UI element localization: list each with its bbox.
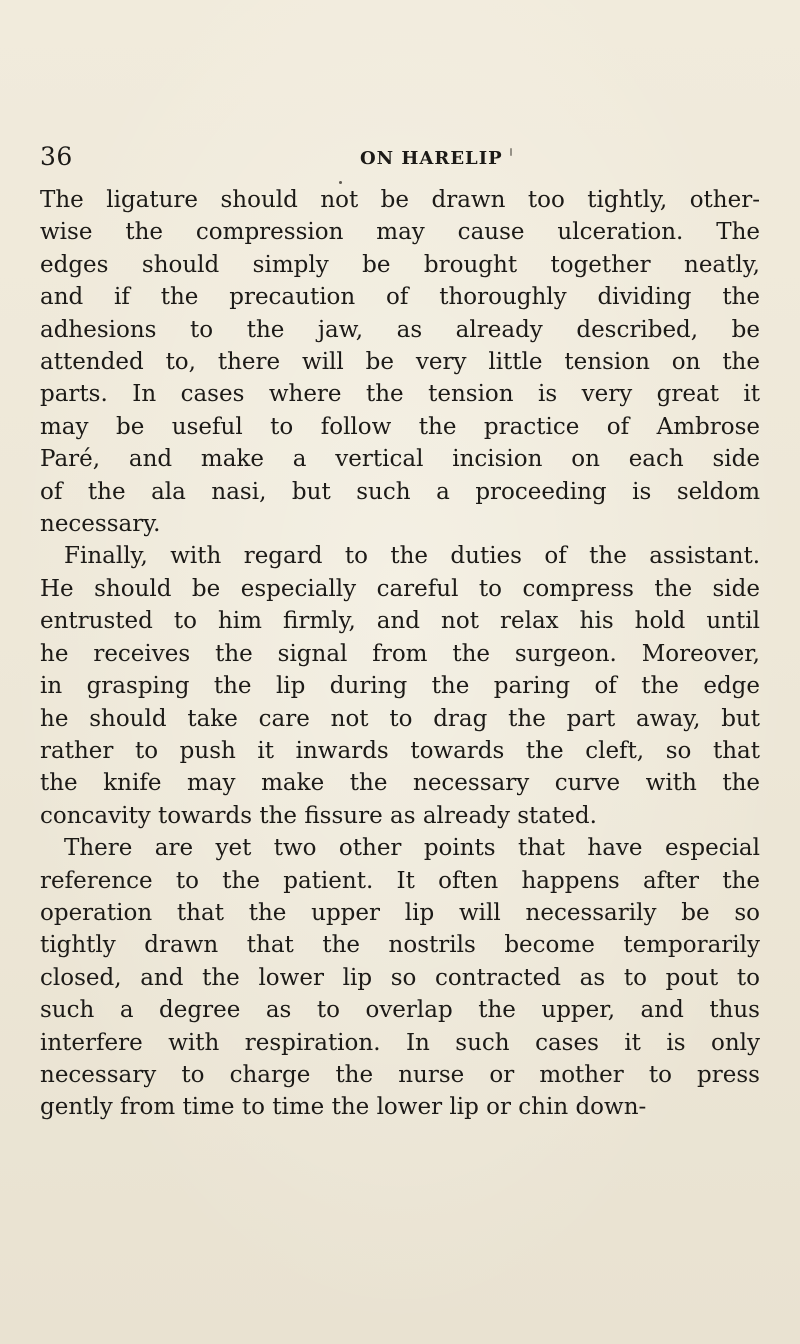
text-line: reference to the patient. It often happens after the <box>40 867 760 894</box>
text-line: he should take care not to drag the part away, but <box>40 705 760 732</box>
text-line: concavity towards the fissure as already stated. <box>40 802 597 829</box>
paragraph-2 <box>40 540 760 832</box>
text-line: he receives the signal from the surgeon. Moreover, <box>40 640 760 667</box>
text-line: The ligature should not be drawn too tightly, other- <box>40 187 760 213</box>
print-speck <box>510 148 512 156</box>
text-line: necessary. <box>40 511 161 538</box>
text-line: There are yet two other points that have especial <box>64 835 760 862</box>
text-line: rather to push it inwards towards the cleft, so that <box>40 737 760 764</box>
text-line: tightly drawn that the nostrils become temporarily <box>40 932 760 959</box>
text-line: of the ala nasi, but such a proceeding is seldom <box>40 478 760 505</box>
text-line: in grasping the lip during the paring of the edge <box>40 673 760 700</box>
text-line: entrusted to him firmly, and not relax his hold until <box>40 608 760 635</box>
text-line: and if the precaution of thoroughly dividing the <box>40 284 760 311</box>
text-line: wise the compression may cause ulceration. The <box>40 219 760 246</box>
page-header <box>0 140 800 174</box>
text-line: edges should simply be brought together neatly, <box>40 251 760 278</box>
text-line: attended to, there will be very little tension on the <box>40 349 760 376</box>
text-line: gently from time to time the lower lip or chin down- <box>40 1094 647 1121</box>
running-head: ON HARELIP <box>360 148 503 169</box>
text-line: closed, and the lower lip so contracted as to pout to <box>40 964 760 991</box>
text-line: necessary to charge the nurse or mother to press <box>40 1061 760 1088</box>
text-line: interfere with respiration. In such cases it is only <box>40 1029 760 1056</box>
page-number: 36 <box>40 142 73 171</box>
text-line: operation that the upper lip will necessarily be so <box>40 899 760 926</box>
paragraph-3 <box>40 832 760 1124</box>
body-text <box>40 184 760 1124</box>
text-line: may be useful to follow the practice of Ambrose <box>40 413 760 440</box>
text-line: parts. In cases where the tension is very great it <box>40 381 760 408</box>
text-line: such a degree as to overlap the upper, and thus <box>40 997 760 1024</box>
text-line: Finally, with regard to the duties of the assistant. <box>64 543 760 570</box>
text-line: Paré, and make a vertical incision on each side <box>40 446 760 473</box>
text-line: adhesions to the jaw, as already described, be <box>40 316 760 343</box>
text-line: the knife may make the necessary curve with the <box>40 770 760 797</box>
text-line: He should be especially careful to compress the side <box>40 575 760 602</box>
paragraph-1 <box>40 184 760 540</box>
